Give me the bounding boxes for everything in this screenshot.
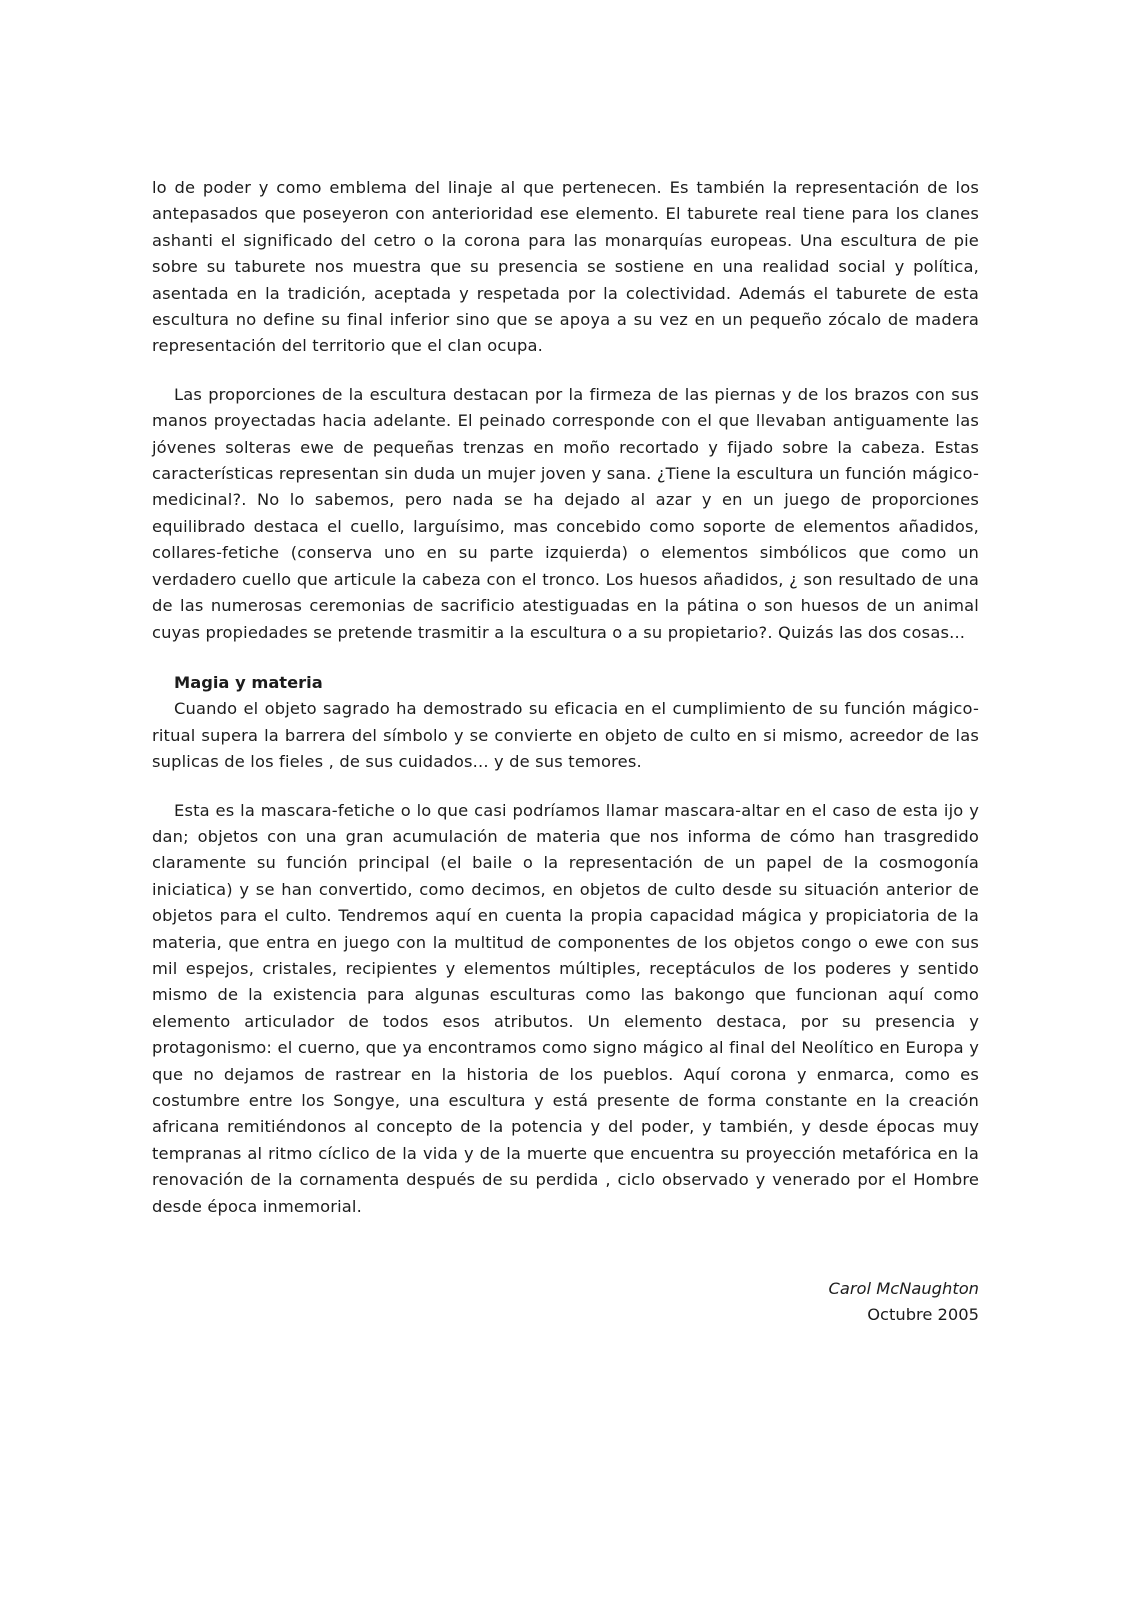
signature-block bbox=[152, 1276, 979, 1329]
paragraph-1: lo de poder y como emblema del linaje al que pertenecen. Es también la representación de los antepasados que poseyeron con anterioridad ese elemento. El taburete real tiene para los clanes ashanti el significado del cetro o la corona para las monarquías europeas. Una escultura de pie sobre su taburete nos muestra que su presencia se sostiene en una realidad social y política, asentada en la tradición, aceptada y respetada por la colectividad. Además el taburete de esta escultura no define su final inferior sino que se apoya a su vez en un pequeño zócalo de madera representación del territorio que el clan ocupa. bbox=[152, 178, 979, 356]
section-subheading: Magia y materia bbox=[174, 672, 323, 692]
paragraph-3: Cuando el objeto sagrado ha demostrado su eficacia en el cumplimiento de su función mágico-ritual supera la barrera del símbolo y se convierte en objeto de culto en si mismo, acreedor de las suplicas de los fieles , de sus cuidados... y de sus temores. bbox=[152, 699, 979, 772]
author-name: Carol McNaughton bbox=[828, 1279, 979, 1299]
paragraph-4: Esta es la mascara-fetiche o lo que casi podríamos llamar mascara-altar en el caso de esta ijo y dan; objetos con una gran acumulación de materia que nos informa de cómo han trasgredido claramente su función principal (el baile o la representación de un papel de la cosmogonía iniciatica) y se han convertido, como decimos, en objetos de culto desde su situación anterior de objetos para el culto. Tendremos aquí en cuenta la propia capacidad mágica y propiciatoria de la materia, que entra en juego con la multitud de componentes de los objetos congo o ewe con sus mil espejos, cristales, recipientes y elementos múltiples, receptáculos de los poderes y sentido mismo de la existencia para algunas esculturas como las bakongo que funcionan aquí como elemento articulador de todos esos atributos. Un elemento destaca, por su presencia y protagonismo: el cuerno, que ya encontramos como signo mágico al final del Neolítico en Europa y que no dejamos de rastrear en la historia de los pueblos. Aquí corona y enmarca, como es costumbre entre los Songye, una escultura y está presente de forma constante en la creación africana remitiéndonos al concepto de la potencia y del poder, y también, y desde épocas muy tempranas al ritmo cíclico de la vida y de la muerte que encuentra su proyección metafórica en la renovación de la cornamenta después de su perdida , ciclo observado y venerado por el Hombre desde época inmemorial. bbox=[152, 800, 979, 1216]
paragraph-2: Las proporciones de la escultura destacan por la firmeza de las piernas y de los brazos con sus manos proyectadas hacia adelante. El peinado corresponde con el que llevaban antiguamente las jóvenes solteras ewe de pequeñas trenzas en moño recortado y fijado sobre la cabeza. Estas características representan sin duda un mujer joven y sana. ¿Tiene la escultura un función mágico-medicinal?. No lo sabemos, pero nada se ha dejado al azar y en un juego de proporciones equilibrado destaca el cuello, larguísimo, mas concebido como soporte de elementos añadidos, collares-fetiche (conserva uno en su parte izquierda) o elementos simbólicos que como un verdadero cuello que articule la cabeza con el tronco. Los huesos añadidos, ¿ son resultado de una de las numerosas ceremonias de sacrificio atestiguadas en la pátina o son huesos de un animal cuyas propiedades se pretende trasmitir a la escultura o a su propietario?. Quizás las dos cosas... bbox=[152, 384, 979, 642]
signature-date: Octubre 2005 bbox=[867, 1305, 979, 1325]
